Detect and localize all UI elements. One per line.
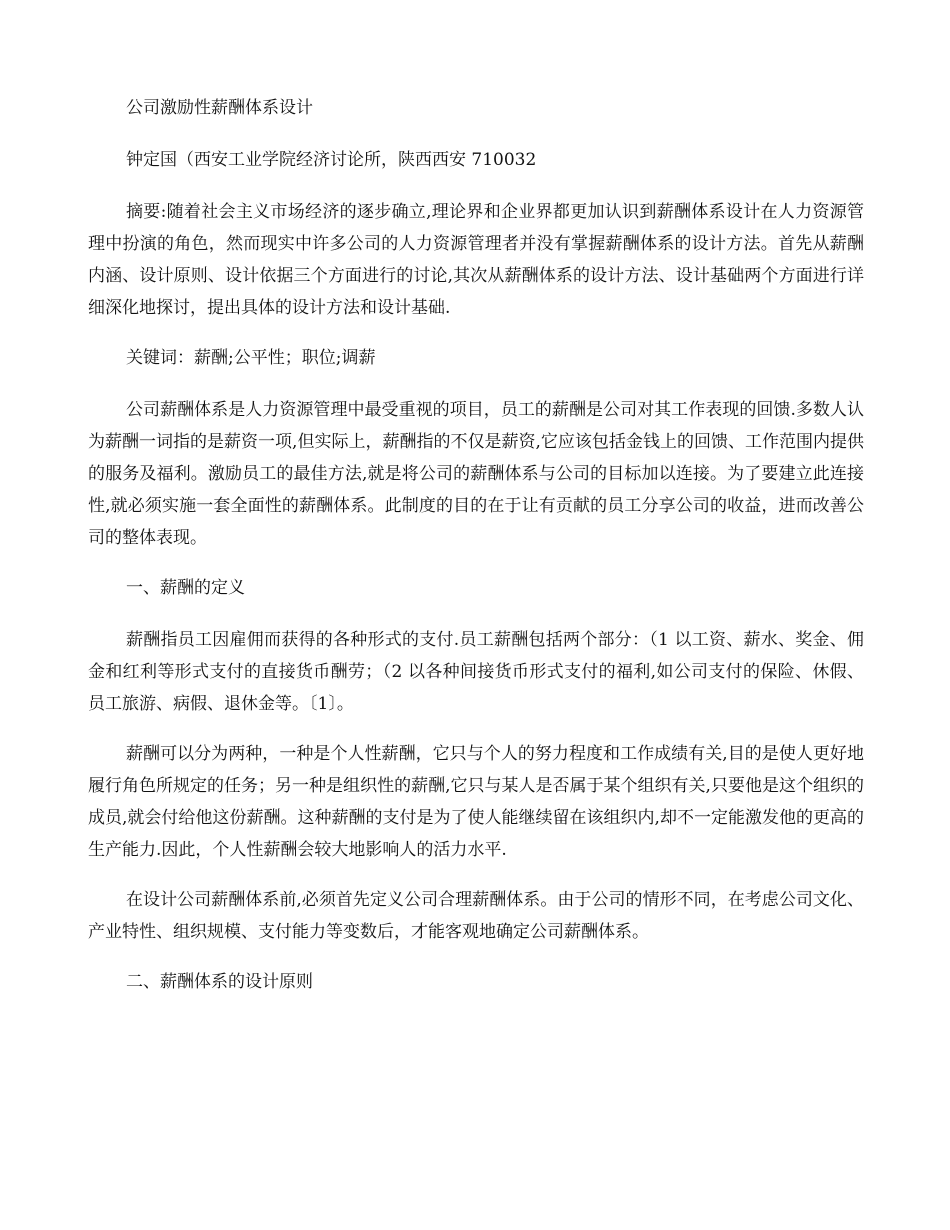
definition-paragraph-1: 薪酬指员工因雇佣而获得的各种形式的支付.员工薪酬包括两个部分：（1 以工资、薪水、奖金、佣金和红利等形式支付的直接货币酬劳；（2 以各种间接货币形式支付的福利,如公司支付的保险、休假、员工旅游、病假、退休金等。〔1〕。 — [88, 630, 864, 714]
definition-paragraph-3: 在设计公司薪酬体系前,必须首先定义公司合理薪酬体系。由于公司的情形不同，在考虑公司文化、产业特性、组织规模、支付能力等变数后，才能客观地确定公司薪酬体系。 — [88, 890, 864, 942]
intro-paragraph: 公司薪酬体系是人力资源管理中最受重视的项目，员工的薪酬是公司对其工作表现的回馈.多数人认为薪酬一词指的是薪资一项,但实际上，薪酬指的不仅是薪资,它应该包括金钱上的回馈、工作范围内提供的服务及福利。激励员工的最佳方法,就是将公司的薪酬体系与公司的目标加以连接。为了要建立此连接性,就必须实施一套全面性的薪酬体系。此制度的目的在于让有贡献的员工分享公司的收益，进而改善公司的整体表现。 — [88, 400, 864, 548]
keywords-line: 关键词：薪酬;公平性；职位;调薪 — [126, 348, 376, 368]
document-title: 公司激励性薪酬体系设计 — [126, 98, 313, 118]
author-affiliation: 钟定国（西安工业学院经济讨论所，陕西西安 710032 — [126, 150, 537, 170]
abstract-paragraph: 摘要:随着社会主义市场经济的逐步确立,理论界和企业界都更加认识到薪酬体系设计在人力资源管理中扮演的角色，然而现实中许多公司的人力资源管理者并没有掌握薪酬体系的设计方法。首先从薪酬内涵、设计原则、设计依据三个方面进行的讨论,其次从薪酬体系的设计方法、设计基础两个方面进行详细深化地探讨，提出具体的设计方法和设计基础. — [88, 202, 864, 318]
document-page — [88, 92, 864, 1018]
section-heading-principles: 二、薪酬体系的设计原则 — [126, 972, 313, 992]
definition-paragraph-2: 薪酬可以分为两种，一种是个人性薪酬，它只与个人的努力程度和工作成绩有关,目的是使人更好地履行角色所规定的任务；另一种是组织性的薪酬,它只与某人是否属于某个组织有关,只要他是这个组织的成员,就会付给他这份薪酬。这种薪酬的支付是为了使人能继续留在该组织内,却不一定能激发他的更高的生产能力.因此，个人性薪酬会较大地影响人的活力水平. — [88, 744, 864, 860]
section-heading-definition: 一、薪酬的定义 — [126, 578, 245, 598]
